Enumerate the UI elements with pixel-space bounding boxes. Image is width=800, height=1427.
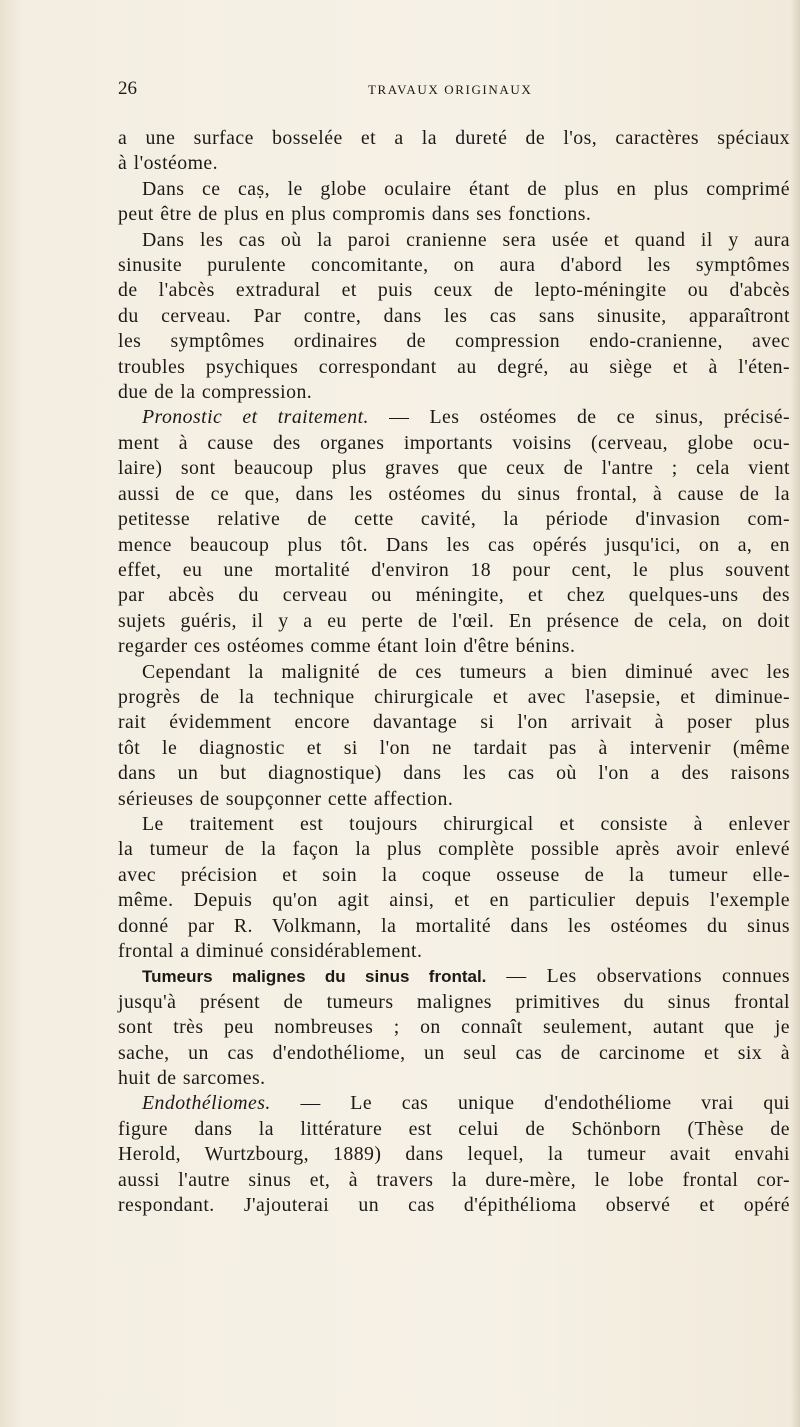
line-text: sache, un cas d'endothéliome, un seul cas de carcinome et six à bbox=[118, 1041, 790, 1064]
text-line bbox=[118, 990, 790, 1015]
text-line bbox=[118, 405, 790, 430]
text-line bbox=[118, 456, 790, 481]
line-text: Dans les cas où la paroi cranienne sera usée et quand il y aura bbox=[142, 228, 790, 251]
text-line bbox=[118, 583, 790, 608]
text-line bbox=[118, 609, 790, 634]
text-line bbox=[118, 736, 790, 761]
text-line bbox=[118, 202, 790, 227]
text-line bbox=[118, 355, 790, 380]
text-line bbox=[118, 1066, 790, 1091]
text-line bbox=[118, 964, 790, 989]
line-text: dans un but diagnostique) dans les cas où l'on a des raisons bbox=[118, 762, 790, 785]
line-text: donné par R. Volkmann, la mortalité dans les ostéomes du sinus bbox=[118, 914, 790, 937]
line-text: rait évidemment encore davantage si l'on arrivait à poser plus bbox=[118, 711, 790, 734]
line-text: — Les ostéomes de ce sinus, précisé- bbox=[368, 406, 790, 429]
page-number: 26 bbox=[118, 78, 137, 99]
line-text: à l'ostéome. bbox=[118, 152, 219, 175]
line-text: laire) sont beaucoup plus graves que ceux de l'antre ; cela vient bbox=[118, 457, 790, 480]
line-text: effet, eu une mortalité d'environ 18 pour cent, le plus souvent bbox=[118, 558, 790, 581]
text-line bbox=[118, 888, 790, 913]
line-text: figure dans la littérature est celui de Schönborn (Thèse de bbox=[118, 1117, 790, 1140]
line-text: aussi l'autre sinus et, à travers la dure-mère, le lobe frontal cor- bbox=[118, 1168, 790, 1191]
line-text: sinusite purulente concomitante, on aura d'abord les symptômes bbox=[118, 254, 790, 277]
text-line bbox=[118, 177, 790, 202]
text-line bbox=[118, 558, 790, 583]
page-edge-shadow bbox=[790, 0, 800, 1427]
line-text: regarder ces ostéomes comme étant loin d'être bénins. bbox=[118, 635, 576, 658]
text-line bbox=[118, 939, 790, 964]
line-text: ment à cause des organes importants voisins (cerveau, globe ocu- bbox=[118, 431, 790, 454]
line-text: Le traitement est toujours chirurgical et consiste à enlever bbox=[142, 812, 790, 835]
text-line bbox=[118, 253, 790, 278]
text-line bbox=[118, 1168, 790, 1193]
line-text: progrès de la technique chirurgicale et avec l'asepsie, et diminue- bbox=[118, 685, 790, 708]
text-line bbox=[118, 507, 790, 532]
line-text: respondant. J'ajouterai un cas d'épithélioma observé et opéré bbox=[118, 1194, 790, 1217]
text-line bbox=[118, 533, 790, 558]
text-line bbox=[118, 431, 790, 456]
text-line bbox=[118, 1142, 790, 1167]
line-text: tôt le diagnostic et si l'on ne tardait pas à intervenir (même bbox=[118, 736, 790, 759]
section-heading-italic: Endothéliomes. bbox=[142, 1092, 271, 1115]
running-title: TRAVAUX ORIGINAUX bbox=[368, 82, 533, 97]
page-header bbox=[118, 78, 790, 102]
line-text: aussi de ce que, dans les ostéomes du sinus frontal, à cause de la bbox=[118, 482, 790, 505]
line-text: sérieuses de soupçonner cette affection. bbox=[118, 787, 454, 810]
text-line bbox=[118, 151, 790, 176]
text-line bbox=[118, 278, 790, 303]
text-line bbox=[118, 685, 790, 710]
line-text: Herold, Wurtzbourg, 1889) dans lequel, la tumeur avait envahi bbox=[118, 1143, 790, 1166]
body-text bbox=[118, 126, 790, 1218]
text-line bbox=[118, 126, 790, 151]
line-text: par abcès du cerveau ou méningite, et chez quelques-uns des bbox=[118, 584, 790, 607]
text-line bbox=[118, 1015, 790, 1040]
line-text: même. Depuis qu'on agit ainsi, et en particulier depuis l'exemple bbox=[118, 889, 790, 912]
line-text: troubles psychiques correspondant au degré, au siège et à l'éten- bbox=[118, 355, 790, 378]
line-text: — Le cas unique d'endothéliome vrai qui bbox=[270, 1092, 790, 1115]
text-line bbox=[118, 914, 790, 939]
text-line bbox=[118, 634, 790, 659]
line-text: a une surface bosselée et a la dureté de l'os, caractères spéciaux bbox=[118, 127, 790, 149]
line-text: sujets guéris, il y a eu perte de l'œil. En présence de cela, on doit bbox=[118, 609, 790, 632]
line-text: la tumeur de la façon la plus complète possible après avoir enlevé bbox=[118, 838, 790, 861]
line-text: due de la compression. bbox=[118, 381, 313, 404]
text-line bbox=[118, 837, 790, 862]
text-line bbox=[118, 1091, 790, 1116]
section-heading-italic: Pronostic et traitement. bbox=[142, 406, 369, 429]
line-text: sont très peu nombreuses ; on connaît seulement, autant que je bbox=[118, 1016, 790, 1039]
text-line bbox=[118, 787, 790, 812]
text-line bbox=[118, 761, 790, 786]
text-line bbox=[118, 482, 790, 507]
line-text: Dans ce caṣ, le globe oculaire étant de plus en plus comprimé bbox=[142, 177, 790, 200]
text-line bbox=[118, 329, 790, 354]
line-text: avec précision et soin la coque osseuse de la tumeur elle- bbox=[118, 863, 790, 886]
text-line bbox=[118, 1193, 790, 1218]
line-text: mence beaucoup plus tôt. Dans les cas opérés jusqu'ici, on a, en bbox=[118, 533, 790, 556]
text-line bbox=[118, 660, 790, 685]
line-text: les symptômes ordinaires de compression endo-cranienne, avec bbox=[118, 330, 790, 353]
text-line bbox=[118, 710, 790, 735]
line-text: jusqu'à présent de tumeurs malignes primitives du sinus frontal bbox=[118, 990, 790, 1013]
line-text: huit de sarcomes. bbox=[118, 1067, 266, 1090]
line-text: du cerveau. Par contre, dans les cas sans sinusite, apparaîtront bbox=[118, 304, 790, 327]
line-text: peut être de plus en plus compromis dans ses fonctions. bbox=[118, 203, 592, 226]
line-text: petitesse relative de cette cavité, la période d'invasion com- bbox=[118, 508, 790, 531]
text-line bbox=[118, 863, 790, 888]
text-line bbox=[118, 380, 790, 405]
line-text: — Les observations connues bbox=[486, 965, 790, 988]
line-text: Cependant la malignité de ces tumeurs a bien diminué avec les bbox=[142, 660, 790, 683]
line-text: frontal a diminué considérablement. bbox=[118, 940, 423, 962]
section-heading-bold: Tumeurs malignes du sinus frontal. bbox=[142, 967, 487, 987]
text-line bbox=[118, 304, 790, 329]
text-line bbox=[118, 228, 790, 253]
text-line bbox=[118, 1117, 790, 1142]
text-line bbox=[118, 812, 790, 837]
line-text: de l'abcès extradural et puis ceux de lepto-méningite ou d'abcès bbox=[118, 279, 790, 302]
text-line bbox=[118, 1041, 790, 1066]
